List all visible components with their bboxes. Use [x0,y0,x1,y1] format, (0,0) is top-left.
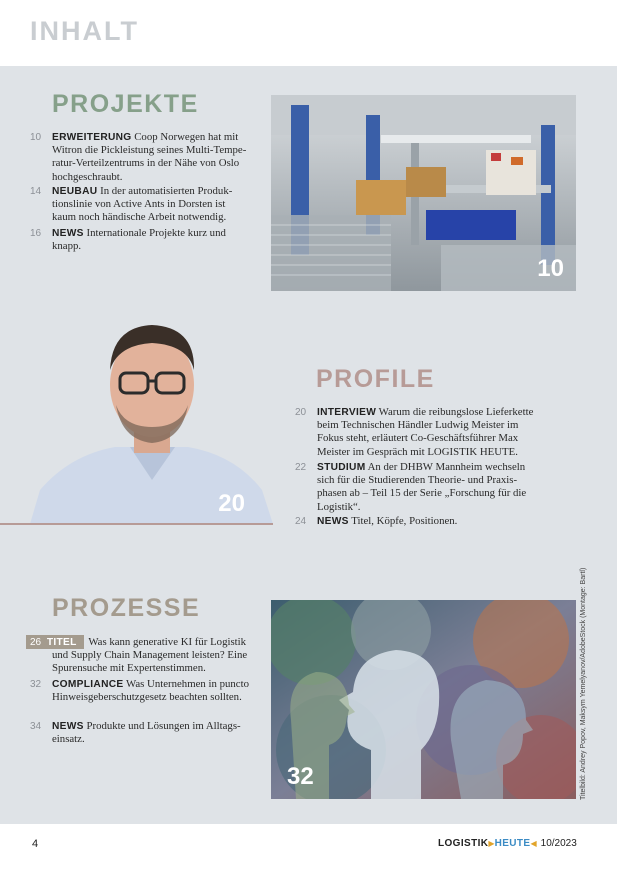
toc-keyword: TITEL [46,637,77,648]
portrait-underline [0,523,273,525]
toc-keyword: NEWS [52,721,84,732]
section-title-projekte: PROJEKTE [52,90,199,118]
brand-arrow-left-icon: ◀ [530,839,537,848]
ai-heads-artwork[interactable] [271,600,576,799]
toc-page-number: 20 [295,407,307,418]
footer-brand [438,838,577,849]
toc-text: Was kann generative KI für Logistik und Supply Chain Management leisten? Eine Spurensuche mit Expertenstimmen. [52,636,248,675]
page-number: 4 [32,838,39,850]
portrait-photo[interactable] [30,315,273,524]
brand-arrow-icon: ▶ [488,839,495,848]
toc-page-number: 16 [30,228,42,239]
toc-keyword: INTERVIEW [317,407,377,418]
titel-highlight [26,635,84,649]
toc-text: In der automatisierten Produk-tionslinie von Active Ants in Dorsten ist kaum noch händische Arbeit notwendig. [52,185,233,224]
toc-entry-news-projekte[interactable] [30,227,242,253]
toc-keyword: ERWEITERUNG [52,132,132,143]
toc-text: Was Unternehmen in puncto Hinweisgeberschutzgesetz beachten sollten. [52,678,249,704]
toc-entry-neubau[interactable] [30,185,247,225]
toc-page-number: 24 [295,516,307,527]
brand-heute: HEUTE [494,838,531,849]
section-title-prozesse: PROZESSE [52,594,201,622]
toc-keyword: NEWS [317,516,349,527]
toc-entry-titel[interactable] [30,636,252,676]
toc-page-number: 10 [30,132,42,143]
section-title-profile: PROFILE [316,365,435,393]
toc-text: Coop Norwegen hat mit Witron die Pickleistung seines Multi-Tempe-ratur-Verteilzentrums in der Nähe von Oslo hochgeschraubt. [52,131,247,183]
warehouse-photo[interactable] [271,95,576,291]
toc-entry-compliance[interactable] [30,678,252,704]
brand-logistik: LOGISTIK [438,838,489,849]
toc-keyword: COMPLIANCE [52,679,124,690]
photo-page-number: 20 [218,490,245,517]
toc-keyword: NEWS [52,228,84,239]
toc-text: Titel, Köpfe, Positionen. [351,515,458,527]
toc-page-number: 14 [30,186,42,197]
issue-number: 10/2023 [540,838,577,849]
photo-page-number: 10 [537,255,564,282]
toc-page-number: 34 [30,721,42,732]
toc-entry-interview[interactable] [295,406,542,459]
toc-page-number: 32 [30,679,42,690]
toc-page-number: 22 [295,462,307,473]
toc-entry-erweiterung[interactable] [30,131,252,184]
toc-entry-news-prozesse[interactable] [30,720,247,746]
ai-heads-illustration [271,600,576,799]
toc-page-number: 26 [30,637,42,648]
toc-text: An der DHBW Mannheim wechseln sich für die Studierenden Theorie- und Praxis-phasen ab – Teil 15 der Serie „Forschung für die Logistik“. [317,461,527,513]
toc-entry-news-profile[interactable] [295,515,537,528]
toc-text: Produkte und Lösungen im Alltags-einsatz. [52,720,241,746]
warehouse-illustration [271,95,576,291]
toc-entry-studium[interactable] [295,461,532,514]
photo-page-number: 32 [287,763,314,790]
page-title: INHALT [30,16,139,46]
toc-text: Internationale Projekte kurz und knapp. [52,227,226,253]
toc-keyword: STUDIUM [317,462,366,473]
toc-keyword: NEUBAU [52,186,98,197]
toc-text: Warum die reibungslose Lieferkette beim Technischen Händler Ludwig Meister im Fokus steht, erläutert Co-Geschäftsführer Max Meister im Gespräch mit LOGISTIK HEUTE. [317,406,534,458]
image-credit: Titelbild: Andrey Popov, Maksym Yemelyanov/AdobeStock (Montage: Bartl) [580,567,587,800]
